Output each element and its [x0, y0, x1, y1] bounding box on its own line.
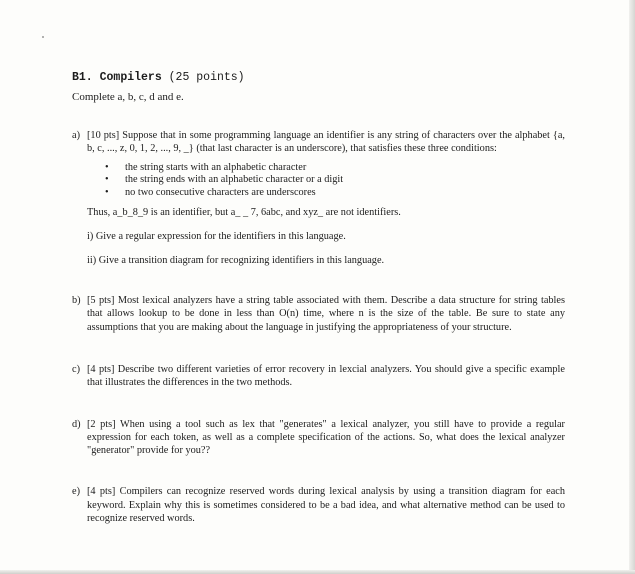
question-c-text: [4 pts] Describe two different varieties of error recovery in lexcial analyzers. You should give a specific example that illustrates the differences in the two methods.: [87, 363, 565, 389]
condition-text: the string starts with an alphabetic character: [125, 161, 307, 173]
question-a: [72, 129, 565, 267]
question-d-label: d): [72, 418, 81, 430]
condition-text: the string ends with an alphabetic character or a digit: [125, 174, 344, 186]
condition-list: [72, 162, 565, 200]
question-b: [72, 294, 565, 334]
bullet-icon: •: [105, 174, 109, 186]
page-edge-bottom: [0, 570, 635, 574]
section-number: B1.: [72, 71, 93, 84]
condition-text: no two consecutive characters are underscores: [125, 186, 316, 198]
condition-item: [105, 161, 565, 175]
question-e: [72, 485, 565, 525]
question-d-text: [2 pts] When using a tool such as lex that "generates" a lexical analyzer, you still have to provide a regular expression for each token, as well as a complete specification of the actions. So, what does the lexical analyzer "generator" provide for you??: [87, 418, 565, 457]
bullet-icon: •: [105, 161, 109, 173]
page-edge-right: [629, 0, 635, 574]
question-e-label: e): [72, 486, 80, 498]
section-title: Compilers: [99, 71, 162, 84]
question-a-text: [10 pts] Suppose that in some programming language an identifier is any string of characters over the alphabet {a, b, c, ..., z, 0, 1, 2, ..., 9, _} (that last character is an underscore), that satisfies these three conditions:: [87, 130, 565, 155]
condition-item: [105, 174, 565, 187]
subquestion-i: i) Give a regular expression for the identifiers in this language.: [87, 231, 346, 243]
exam-page: [72, 70, 565, 525]
section-points: (25 points): [168, 71, 245, 84]
question-b-text: [5 pts] Most lexical analyzers have a string table associated with them. Describe a data structure for string tables that allows lookup to be done in less than O(n) time, where n is the size of the table. Be sure to state any assumptions that you are making about the language in justifying the appropriateness of your structure.: [87, 295, 565, 333]
question-d: [72, 418, 565, 458]
identifier-examples: Thus, a_b_8_9 is an identifier, but a_ _ 7, 6abc, and xyz_ are not identifiers.: [87, 207, 401, 219]
condition-item: [105, 186, 565, 200]
question-b-label: b): [72, 295, 81, 307]
question-a-label: a): [72, 130, 80, 141]
question-c-label: c): [72, 363, 80, 375]
bullet-icon: •: [105, 186, 109, 198]
subquestion-ii: ii) Give a transition diagram for recognizing identifiers in this language.: [87, 255, 385, 267]
paper-speck: [42, 36, 44, 38]
question-c: [72, 363, 565, 390]
question-e-text: [4 pts] Compilers can recognize reserved words during lexical analysis by using a transition diagram for each keyword. Explain why this is sometimes considered to be a bad idea, and what alternative method can be used to recognize reserved words.: [87, 486, 565, 525]
section-intro: Complete a, b, c, d and e.: [72, 91, 184, 103]
section-heading: [72, 70, 565, 86]
